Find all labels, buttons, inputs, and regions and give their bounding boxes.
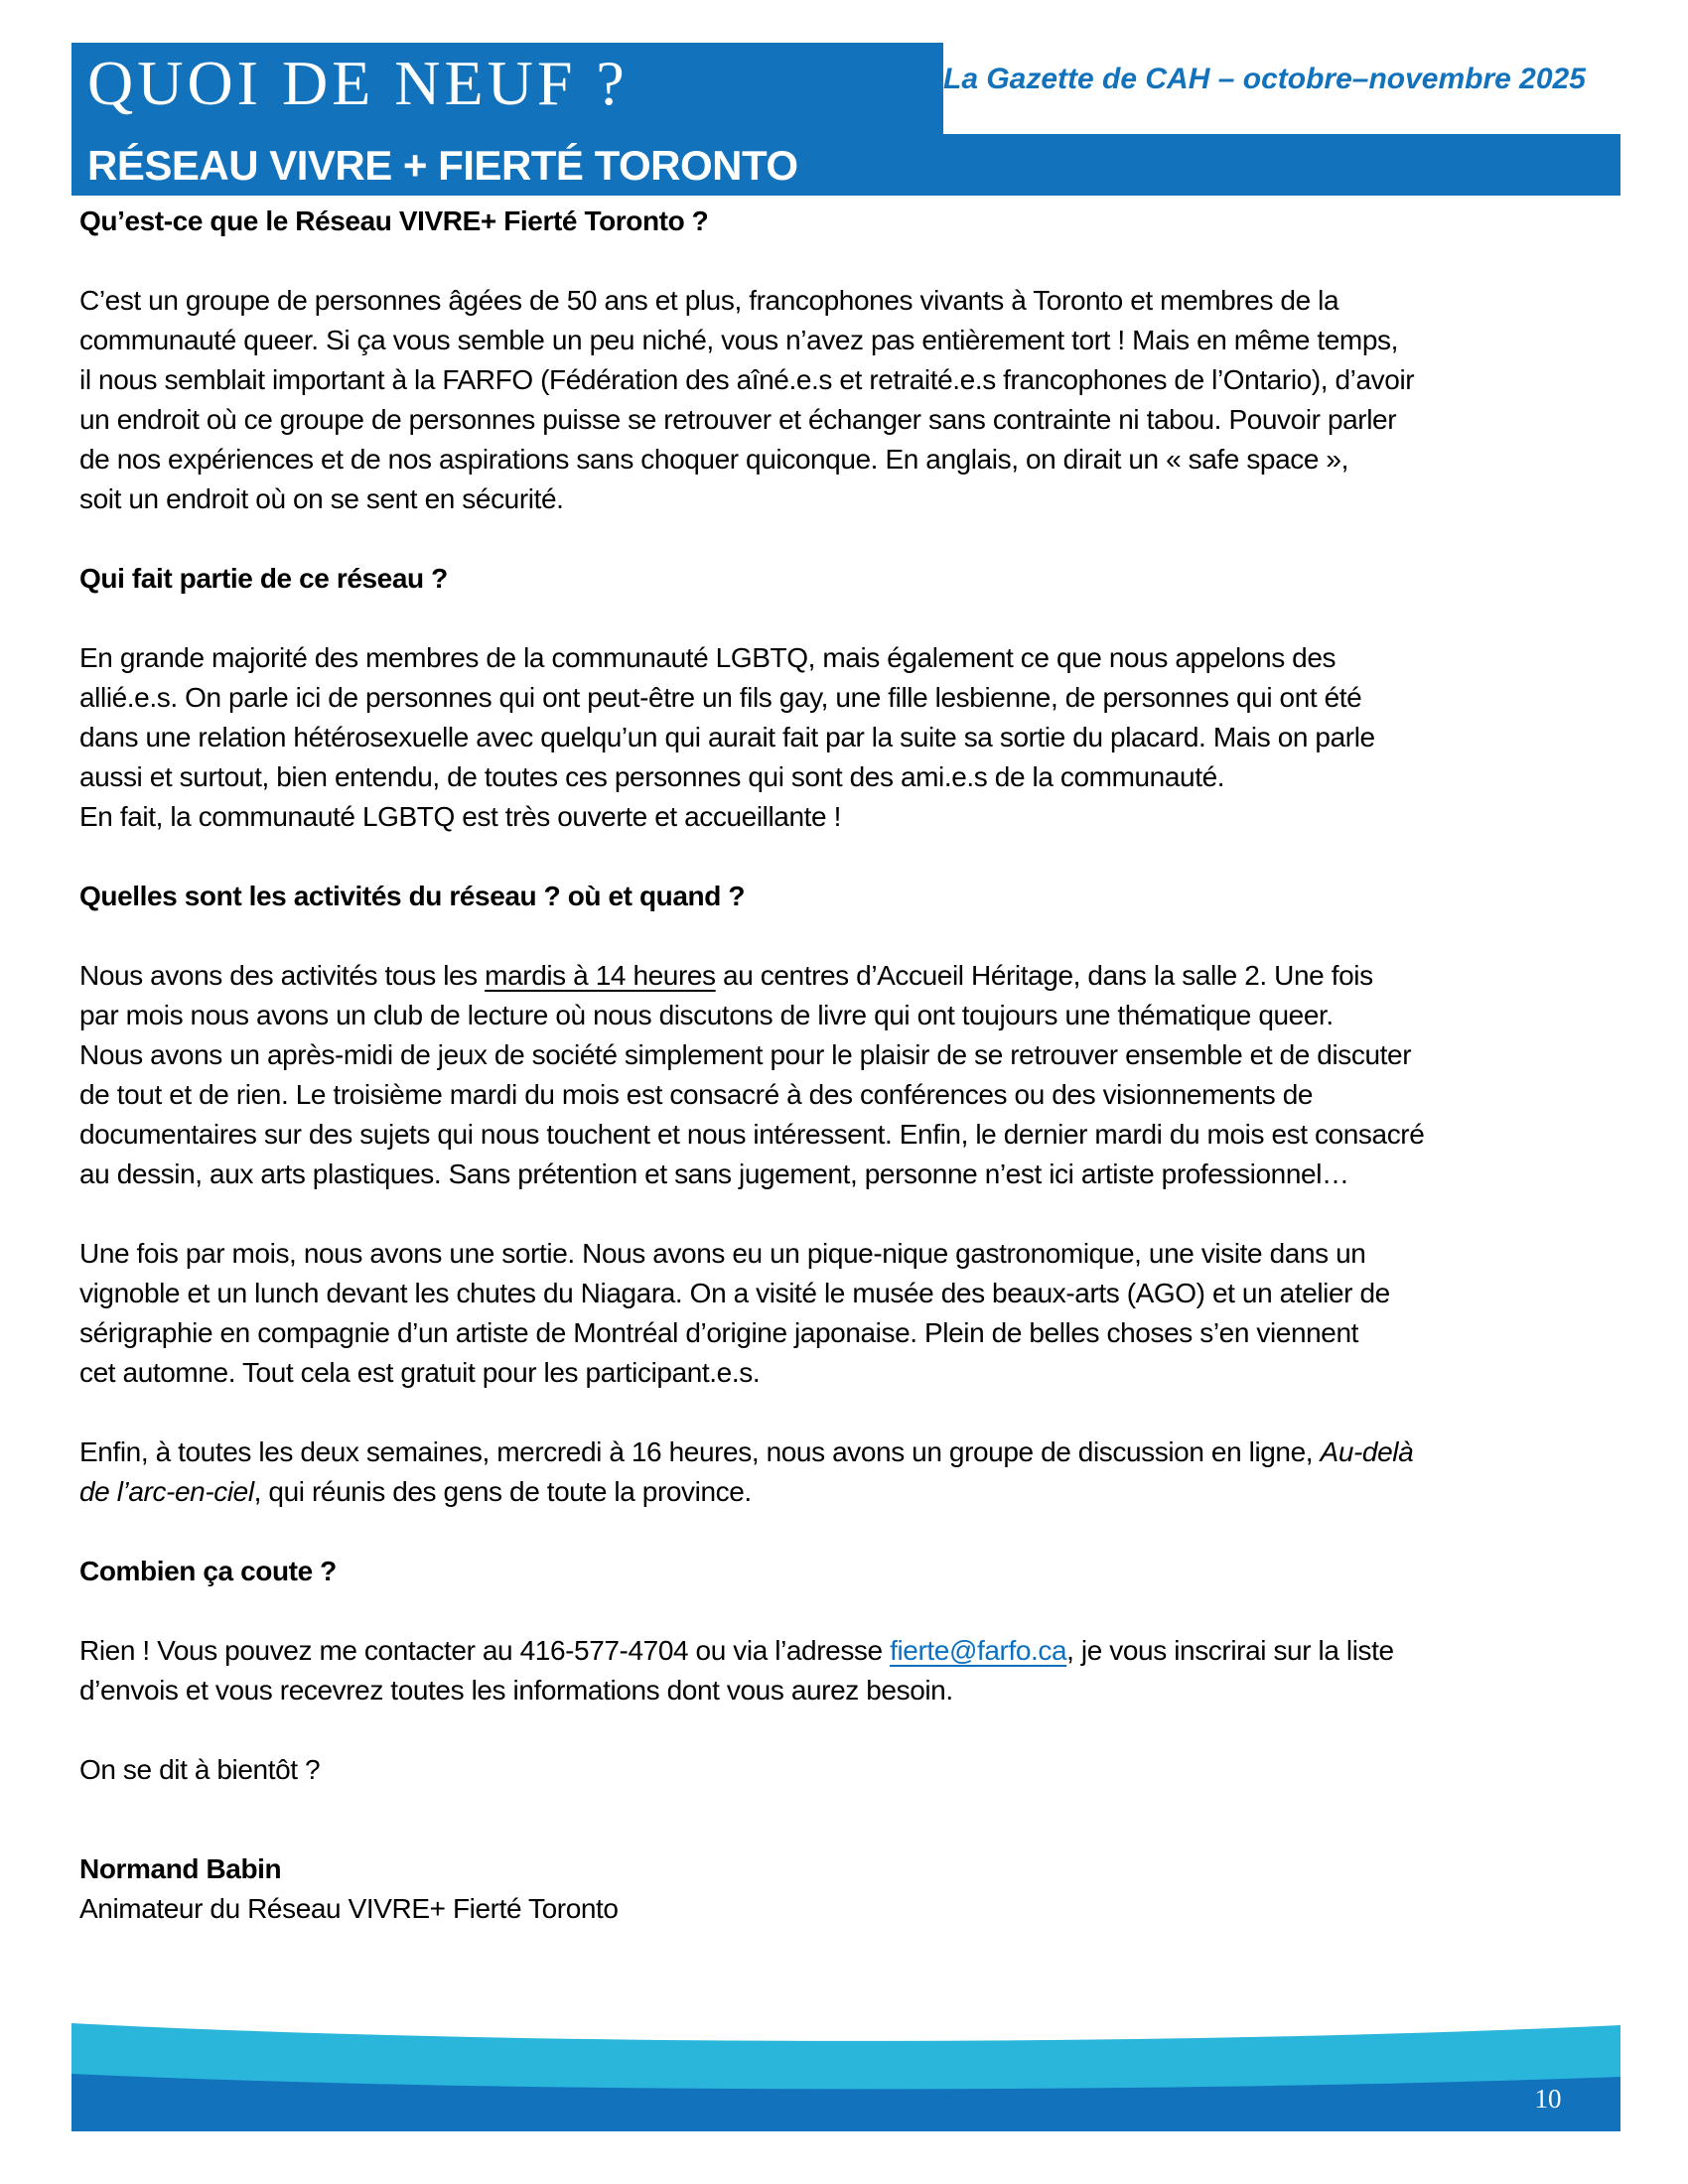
text-segment: aussi et surtout, bien entendu, de toutes ces personnes qui sont des ami.e.s de la communauté.	[79, 761, 1225, 792]
text-segment: Animateur du Réseau VIVRE+ Fierté Toronto	[79, 1893, 619, 1924]
text-segment: , qui réunis des gens de toute la province.	[253, 1476, 752, 1507]
signature	[79, 1849, 1589, 1929]
text-segment: , je vous inscrirai sur la liste	[1066, 1635, 1394, 1666]
section-heading	[79, 1552, 1589, 1591]
section-heading	[79, 877, 1589, 916]
paragraph	[79, 1631, 1589, 1710]
email-link[interactable]: fierte@farfo.ca	[890, 1635, 1067, 1666]
footer-wave	[71, 2015, 1620, 2132]
paragraph	[79, 281, 1589, 519]
page-number: 10	[1534, 2084, 1562, 2114]
text-segment: Qui fait partie de ce réseau ?	[79, 563, 448, 594]
text-segment: il nous semblait important à la FARFO (Fédération des aîné.e.s et retraité.e.s francophones de l’Ontario), d’avoir	[79, 364, 1415, 395]
text-segment: communauté queer. Si ça vous semble un peu niché, vous n’avez pas entièrement tort ! Mais en même temps,	[79, 325, 1398, 355]
paragraph	[79, 1750, 1589, 1790]
bold-text: Normand Babin	[79, 1853, 282, 1884]
page-title: QUOI DE NEUF ?	[87, 48, 629, 118]
text-segment: En fait, la communauté LGBTQ est très ouverte et accueillante !	[79, 801, 841, 832]
paragraph	[79, 1234, 1589, 1393]
underline-text: mardis à 14 heures	[485, 960, 716, 991]
section-heading	[79, 202, 1589, 241]
text-segment: Rien ! Vous pouvez me contacter au 416-577-4704 ou via l’adresse	[79, 1635, 891, 1666]
paragraph	[79, 1433, 1589, 1512]
text-segment: d’envois et vous recevrez toutes les informations dont vous aurez besoin.	[79, 1675, 953, 1706]
text-segment: dans une relation hétérosexuelle avec quelqu’un qui aurait fait par la suite sa sortie du placard. Mais on parle	[79, 722, 1375, 752]
text-segment: soit un endroit où on se sent en sécurité.	[79, 483, 564, 514]
paragraph	[79, 956, 1589, 1194]
text-segment: vignoble et un lunch devant les chutes du Niagara. On a visité le musée des beaux-arts (AGO) et un atelier de	[79, 1278, 1390, 1308]
text-segment: En grande majorité des membres de la communauté LGBTQ, mais également ce que nous appelons des	[79, 642, 1336, 673]
text-segment: par mois nous avons un club de lecture où nous discutons de livre qui ont toujours une thématique queer.	[79, 1000, 1334, 1030]
text-segment: Combien ça coute ?	[79, 1556, 337, 1586]
text-segment: de nos expériences et de nos aspirations sans choquer quiconque. En anglais, on dirait un « safe space »,	[79, 444, 1348, 475]
text-segment: cet automne. Tout cela est gratuit pour les participant.e.s.	[79, 1357, 761, 1388]
text-segment: sérigraphie en compagnie d’un artiste de Montréal d’origine japonaise. Plein de belles choses s’en viennent	[79, 1317, 1359, 1348]
paragraph	[79, 638, 1589, 837]
text-segment: C’est un groupe de personnes âgées de 50 ans et plus, francophones vivants à Toronto et membres de la	[79, 285, 1339, 316]
text-segment: au centres d’Accueil Héritage, dans la salle 2. Une fois	[715, 960, 1373, 991]
text-segment: allié.e.s. On parle ici de personnes qui ont peut-être un fils gay, une fille lesbienne, de personnes qui ont été	[79, 682, 1362, 713]
gazette-title: La Gazette de CAH – octobre–novembre 2025	[943, 63, 1586, 95]
text-segment: Enfin, à toutes les deux semaines, mercredi à 16 heures, nous avons un groupe de discussion en ligne,	[79, 1436, 1321, 1467]
text-segment: au dessin, aux arts plastiques. Sans prétention et sans jugement, personne n’est ici artiste professionnel…	[79, 1159, 1349, 1189]
text-segment: On se dit à bientôt ?	[79, 1754, 321, 1785]
text-segment: Qu’est-ce que le Réseau VIVRE+ Fierté Toronto ?	[79, 205, 709, 236]
italic-text: de l’arc-en-ciel	[79, 1476, 254, 1507]
text-segment: documentaires sur des sujets qui nous touchent et nous intéressent. Enfin, le dernier mardi du mois est consacré	[79, 1119, 1425, 1150]
section-banner: RÉSEAU VIVRE + FIERTÉ TORONTO	[87, 142, 798, 189]
text-segment: Nous avons un après-midi de jeux de société simplement pour le plaisir de se retrouver ensemble et de discuter	[79, 1039, 1412, 1070]
section-heading	[79, 559, 1589, 599]
text-segment: de tout et de rien. Le troisième mardi du mois est consacré à des conférences ou des visionnements de	[79, 1079, 1314, 1110]
text-segment: un endroit où ce groupe de personnes puisse se retrouver et échanger sans contrainte ni tabou. Pouvoir parler	[79, 404, 1397, 435]
text-segment: Quelles sont les activités du réseau ? où et quand ?	[79, 881, 746, 911]
text-segment: Une fois par mois, nous avons une sortie. Nous avons eu un pique-nique gastronomique, une visite dans un	[79, 1238, 1366, 1269]
text-segment: Nous avons des activités tous les	[79, 960, 486, 991]
italic-text: Au-delà	[1320, 1436, 1414, 1467]
content	[79, 202, 1589, 1969]
